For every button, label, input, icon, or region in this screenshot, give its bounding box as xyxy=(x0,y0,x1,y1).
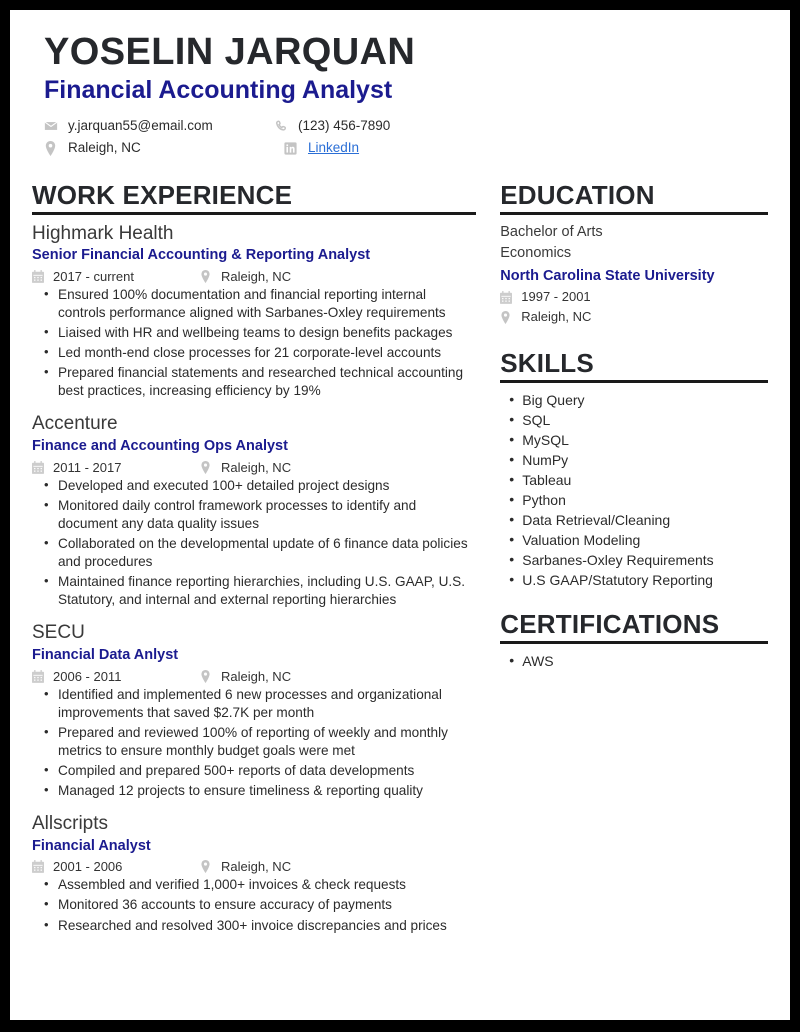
contact-email[interactable] xyxy=(44,115,274,137)
job-company: SECU xyxy=(32,622,85,644)
job-meta xyxy=(32,460,476,475)
job-company: Allscripts xyxy=(32,813,109,835)
skill-item: • NumPy xyxy=(500,450,768,470)
linkedin-link[interactable]: LinkedIn xyxy=(308,140,360,156)
job-meta xyxy=(32,269,476,284)
job-location-text: Raleigh, NC xyxy=(221,668,292,684)
section-work-experience xyxy=(32,181,476,935)
contact-location-text: Raleigh, NC xyxy=(68,140,141,156)
calendar-icon xyxy=(32,670,48,683)
job-dates xyxy=(32,460,200,475)
job-bullet: • Assembled and verified 1,000+ invoices & check requests xyxy=(32,876,476,894)
phone-icon xyxy=(274,119,292,133)
skills-list xyxy=(500,390,768,590)
job-bullet: • Liaised with HR and wellbeing teams to design benefits packages xyxy=(32,324,476,342)
job-bullets xyxy=(32,686,476,800)
job-company: Accenture xyxy=(32,413,118,435)
certifications-heading: CERTIFICATIONS xyxy=(500,609,720,640)
right-column xyxy=(488,181,768,947)
job-location-text: Raleigh, NC xyxy=(221,459,292,475)
section-skills xyxy=(500,349,768,590)
job-location-text: Raleigh, NC xyxy=(221,268,292,284)
skill-item: • SQL xyxy=(500,410,768,430)
job-dates-text: 2011 - 2017 xyxy=(53,459,122,475)
education-location xyxy=(500,307,768,327)
job-dates xyxy=(32,269,200,284)
map-pin-icon xyxy=(44,141,62,156)
skill-item: • MySQL xyxy=(500,430,768,450)
certifications-list xyxy=(500,651,768,671)
job-bullets xyxy=(32,876,476,934)
skills-heading: SKILLS xyxy=(500,348,594,379)
job-bullet: • Identified and implemented 6 new processes and organizational improvements that saved $2.7K per month xyxy=(32,686,476,722)
job-company: Highmark Health xyxy=(32,222,174,244)
map-pin-icon xyxy=(200,670,216,683)
contact-email-text: y.jarquan55@email.com xyxy=(68,118,213,134)
job-bullet: • Maintained finance reporting hierarchies, including U.S. GAAP, U.S. Statutory, and internal and external reporting hierarchies xyxy=(32,573,476,609)
job-location xyxy=(200,859,291,874)
job-position-title: Finance and Accounting Ops Analyst xyxy=(32,438,288,455)
resume-page xyxy=(10,10,790,1020)
job-bullet: • Managed 12 projects to ensure timeliness & reporting quality xyxy=(32,782,476,800)
contact-info xyxy=(44,115,756,159)
job-entry xyxy=(32,412,476,609)
resume-header xyxy=(32,32,768,159)
job-bullet: • Monitored 36 accounts to ensure accuracy of payments xyxy=(32,896,476,914)
left-column xyxy=(32,181,488,947)
education-field: Economics xyxy=(500,245,572,262)
job-bullet: • Prepared financial statements and researched technical accounting best practices, increasing efficiency by 19% xyxy=(32,364,476,400)
skill-item: • Sarbanes-Oxley Requirements xyxy=(500,550,768,570)
job-bullet: • Developed and executed 100+ detailed project designs xyxy=(32,477,476,495)
job-position-title: Financial Data Anlyst xyxy=(32,647,179,663)
education-dates xyxy=(500,287,768,307)
job-location-text: Raleigh, NC xyxy=(221,859,292,875)
job-bullet: • Collaborated on the developmental update of 6 finance data policies and procedures xyxy=(32,535,476,571)
candidate-job-title: Financial Accounting Analyst xyxy=(44,76,393,105)
map-pin-icon xyxy=(500,311,516,324)
job-position-title: Senior Financial Accounting & Reporting Analyst xyxy=(32,247,371,264)
job-bullet: • Prepared and reviewed 100% of reporting of weekly and monthly metrics to ensure monthly budget goals were met xyxy=(32,724,476,760)
job-dates xyxy=(32,859,200,874)
map-pin-icon xyxy=(200,270,216,283)
work-experience-rule xyxy=(32,212,476,215)
skill-item: • Tableau xyxy=(500,470,768,490)
skill-item: • Valuation Modeling xyxy=(500,530,768,550)
education-degree: Bachelor of Arts xyxy=(500,223,603,240)
map-pin-icon xyxy=(200,860,216,873)
skill-item: • Big Query xyxy=(500,390,768,410)
contact-phone-text: (123) 456-7890 xyxy=(298,118,391,134)
job-location xyxy=(200,669,291,684)
education-rule xyxy=(500,212,768,215)
education-heading: EDUCATION xyxy=(500,180,655,211)
job-entry xyxy=(32,222,476,401)
job-bullet: • Ensured 100% documentation and financial reporting internal controls performance aligned with Sarbanes-Oxley requirements xyxy=(32,286,476,322)
job-bullets xyxy=(32,286,476,400)
job-entry xyxy=(32,812,476,935)
section-certifications xyxy=(500,610,768,671)
job-bullet: • Researched and resolved 300+ invoice discrepancies and prices xyxy=(32,917,476,935)
calendar-icon xyxy=(32,860,48,873)
section-education xyxy=(500,181,768,327)
calendar-icon xyxy=(500,291,516,304)
job-meta xyxy=(32,669,476,684)
job-dates-text: 2001 - 2006 xyxy=(53,859,123,875)
job-dates-text: 2006 - 2011 xyxy=(53,668,122,684)
job-location xyxy=(200,460,291,475)
job-dates-text: 2017 - current xyxy=(53,268,134,284)
envelope-icon xyxy=(44,119,62,133)
job-position-title: Financial Analyst xyxy=(32,837,151,854)
skill-item: • U.S GAAP/Statutory Reporting xyxy=(500,570,768,590)
skill-item: • Python xyxy=(500,490,768,510)
job-bullet: • Compiled and prepared 500+ reports of data developments xyxy=(32,762,476,780)
map-pin-icon xyxy=(200,461,216,474)
job-dates xyxy=(32,669,200,684)
job-location xyxy=(200,269,291,284)
education-location-text: Raleigh, NC xyxy=(521,309,592,325)
calendar-icon xyxy=(32,461,48,474)
contact-linkedin[interactable] xyxy=(284,137,514,159)
education-entry xyxy=(500,222,768,328)
job-meta xyxy=(32,859,476,874)
certification-item: • AWS xyxy=(500,651,768,671)
contact-phone[interactable] xyxy=(274,115,524,137)
education-dates-text: 1997 - 2001 xyxy=(521,289,591,305)
job-bullets xyxy=(32,477,476,610)
education-school: North Carolina State University xyxy=(500,268,715,285)
skills-rule xyxy=(500,380,768,383)
candidate-name: YOSELIN JARQUAN xyxy=(44,31,416,73)
contact-location xyxy=(44,137,284,159)
job-entry xyxy=(32,621,476,800)
job-bullet: • Led month-end close processes for 21 corporate-level accounts xyxy=(32,344,476,362)
calendar-icon xyxy=(32,270,48,283)
skill-item: • Data Retrieval/Cleaning xyxy=(500,510,768,530)
job-bullet: • Monitored daily control framework processes to identify and document any data quality issues xyxy=(32,497,476,533)
linkedin-icon xyxy=(284,142,302,155)
work-experience-heading: WORK EXPERIENCE xyxy=(32,180,293,211)
certifications-rule xyxy=(500,641,768,644)
resume-body xyxy=(32,181,768,947)
